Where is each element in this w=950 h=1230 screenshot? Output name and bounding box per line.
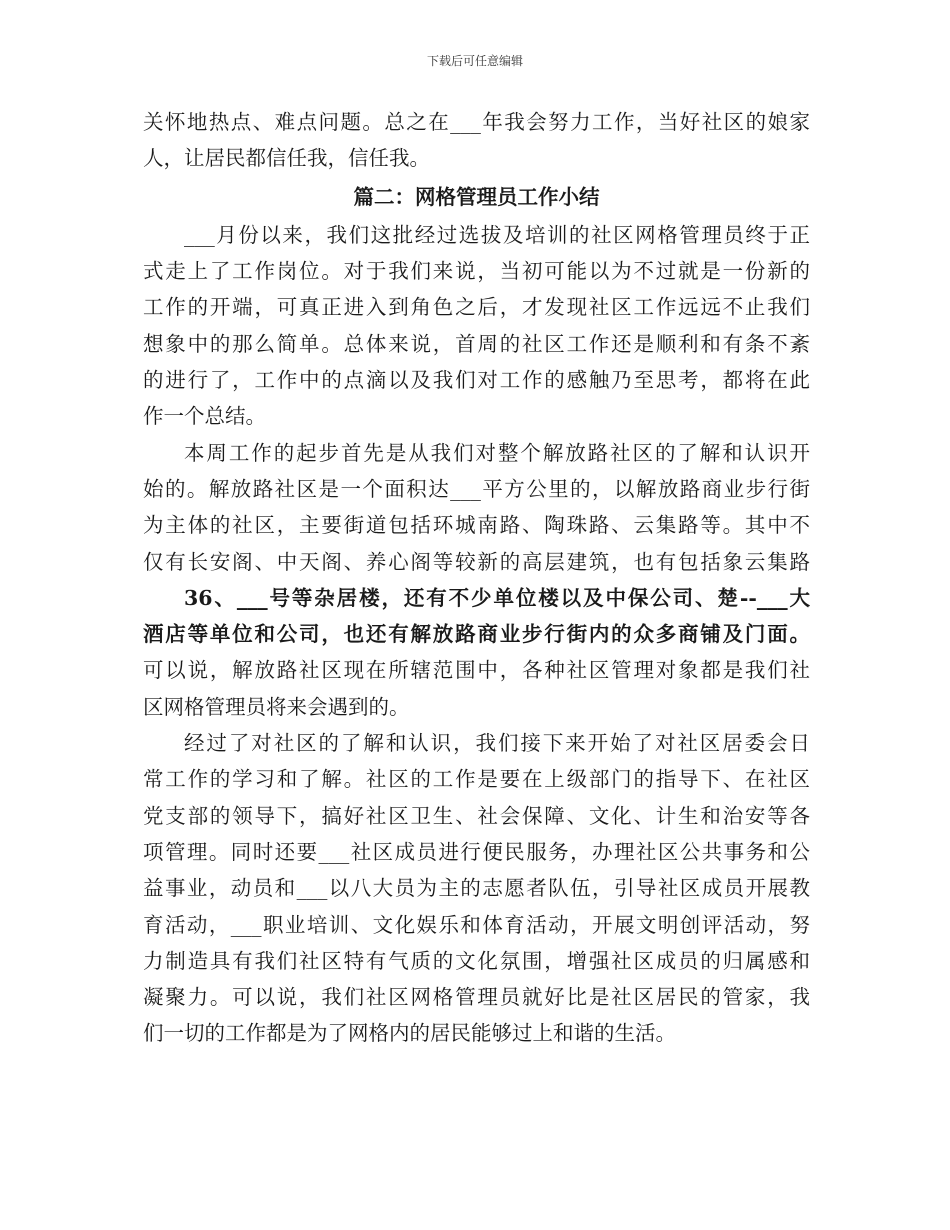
text-line: 人，让居民都信任我，信任我。: [143, 146, 430, 171]
paragraph-2-line: 为主体的社区，主要街道包括环城南路、陶珠路、云集路等。其中不: [143, 513, 810, 538]
paragraph-1-line: ___月份以来，我们这批经过选拔及培训的社区网格管理员终于正: [184, 222, 810, 247]
paragraph-2-line: 本周工作的起步首先是从我们对整个解放路社区的了解和认识开: [184, 440, 810, 465]
paragraph-1-line: 想象中的那么简单。总体来说，首周的社区工作还是顺利和有条不紊: [143, 331, 810, 356]
paragraph-4-line: 常工作的学习和了解。社区的工作是要在上级部门的指导下、在社区: [143, 767, 810, 792]
paragraph-1-line: 式走上了工作岗位。对于我们来说，当初可能以为不过就是一份新的: [143, 259, 810, 284]
paragraph-4-line: 党支部的领导下，搞好社区卫生、社会保障、文化、计生和治安等各: [143, 803, 810, 828]
text-line: 关怀地热点、难点问题。总之在___年我会努力工作，当好社区的娘家: [143, 110, 810, 134]
paragraph-4-line: 们一切的工作都是为了网格内的居民能够过上和谐的生活。: [143, 1021, 676, 1046]
paragraph-4-line: 经过了对社区的了解和认识，我们接下来开始了对社区居委会日: [184, 731, 810, 756]
document-body: [143, 104, 810, 1052]
paragraph-2-line: 始的。解放路社区是一个面积达___平方公里的，以解放路商业步行街: [143, 476, 810, 501]
paragraph-4-line: 力制造具有我们社区特有气质的文化氛围，增强社区成员的归属感和: [143, 948, 810, 973]
paragraph-1-line: 作一个总结。: [143, 404, 266, 429]
paragraph-4-line: 益事业，动员和___以八大员为主的志愿者队伍，引导社区成员开展教: [143, 876, 810, 901]
paragraph-3-line: 区网格管理员将来会遇到的。: [143, 694, 410, 719]
paragraph-3-line: 36、___号等杂居楼，还有不少单位楼以及中保公司、楚--___大: [184, 585, 810, 610]
paragraph-4-line: 育活动，___职业培训、文化娱乐和体育活动，开展文明创评活动，努: [143, 912, 810, 937]
paragraph-4-line: 项管理。同时还要___社区成员进行便民服务，办理社区公共事务和公: [143, 839, 810, 864]
paragraph-3-line: 可以说，解放路社区现在所辖范围中，各种社区管理对象都是我们社: [143, 658, 810, 683]
paragraph-1-line: 工作的开端，可真正进入到角色之后，才发现社区工作远远不止我们: [143, 295, 810, 320]
paragraph-1-line: 的进行了，工作中的点滴以及我们对工作的感触乃至思考，都将在此: [143, 368, 810, 393]
paragraph-3-line: 酒店等单位和公司，也还有解放路商业步行街内的众多商铺及门面。: [143, 622, 810, 647]
section-title: 篇二：网格管理员工作小结: [353, 184, 600, 209]
page-header: 下载后可任意编辑: [426, 54, 523, 68]
paragraph-2-line: 仅有长安阁、中天阁、养心阁等较新的高层建筑，也有包括象云集路: [143, 549, 810, 574]
paragraph-4-line: 凝聚力。可以说，我们社区网格管理员就好比是社区居民的管家，我: [143, 985, 810, 1010]
